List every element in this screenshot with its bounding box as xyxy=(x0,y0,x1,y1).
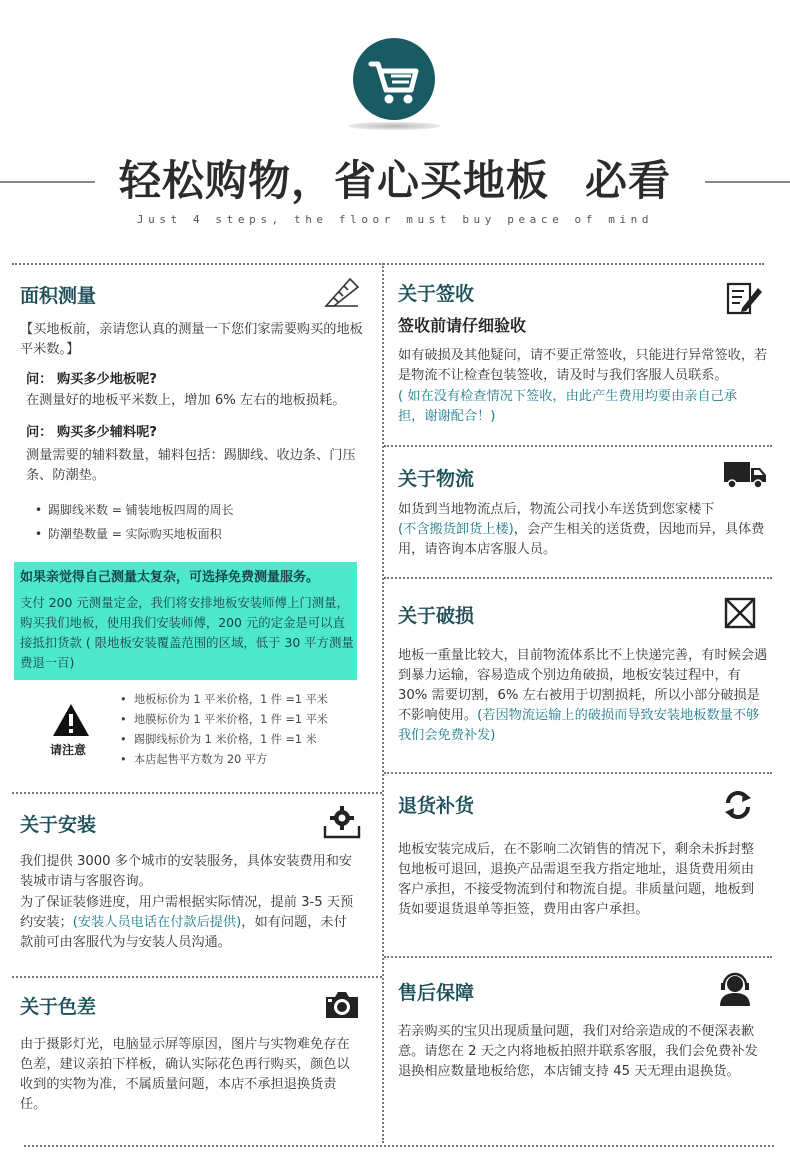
color-diff-body: 由于摄影灯光，电脑显示屏等原因，图片与实物难免存在色差，建议亲拍下样板，确认实际花色再行购买，颜色以收到的实物为准，不属质量问题，本店不承担退换货责任。 xyxy=(20,1037,350,1112)
caution-item: • 本店起售平方数为 20 平方 xyxy=(116,750,378,770)
ruler-triangle-icon xyxy=(322,275,362,311)
color-diff-title: 关于色差 xyxy=(20,996,97,1018)
after-sales-title: 售后保障 xyxy=(398,982,475,1004)
area-a2: 测量需要的辅料数量，辅料包括：踢脚线、收边条、门压条、防潮垫。 xyxy=(26,448,356,483)
returns-title: 退货补货 xyxy=(398,795,475,817)
divider-right-2 xyxy=(384,577,772,579)
shopping-cart-icon xyxy=(353,38,435,120)
caution-label: 请注意 xyxy=(50,743,87,757)
logistics-title: 关于物流 xyxy=(398,468,475,490)
refresh-icon xyxy=(722,787,754,823)
logistics-p1: 如货到当地物流点后，物流公司找小车送货到您家楼下 xyxy=(398,502,715,517)
sign-subtitle: 签收前请仔细验收 xyxy=(398,316,527,335)
worker-gear-icon xyxy=(322,804,362,840)
caution-item: • 地膜标价为 1 平米价格，1 件 =1 平米 xyxy=(116,710,378,730)
camera-icon xyxy=(322,987,362,1023)
area-intro: 【买地板前，亲请您认真的测量一下您们家需要购买的地板平米数。】 xyxy=(20,322,363,357)
install-p2 xyxy=(20,893,355,953)
divider-left-1 xyxy=(12,792,382,794)
truck-icon xyxy=(722,456,768,492)
cart-badge xyxy=(353,38,435,120)
page-title xyxy=(0,152,790,210)
broken-box-icon xyxy=(724,595,756,631)
returns-body: 地板安装完成后，在不影响二次销售的情况下，剩余未拆封整包地板可退回，退换产品需退至我方指定地址，退货费用须由客户承担，不接受物流到付和物流自提。非质量问题，地板到货如要退货退单等拒签，费用由客户承担。 xyxy=(398,842,755,917)
install-p2a: 为了保证装修进度，用户需根据实际情况，提前 3-5 天预约安装； xyxy=(20,895,354,930)
damage-body xyxy=(398,646,770,746)
free-measure-body: 支付 200 元测量定金，我们将安排地板安装师傅上门测量，购买我们地板，使用我们安装师傅，200 元的定金是可以直接抵扣货款 ( 限地板安装覆盖范围的区域，低于 30 平方测量费退一百) xyxy=(20,595,354,670)
sign-title: 关于签收 xyxy=(398,283,475,305)
install-title: 关于安装 xyxy=(20,814,97,836)
caution-item: • 地板标价为 1 平米价格，1 件 =1 平米 xyxy=(116,690,378,710)
install-p1: 我们提供 3000 多个城市的安装服务，具体安装费用和安装城市请与客服咨询。 xyxy=(20,854,353,889)
page-title-emphasis: 必看 xyxy=(585,156,672,205)
caution-list xyxy=(116,690,378,770)
damage-title: 关于破损 xyxy=(398,605,475,627)
customer-service-icon xyxy=(715,971,755,1007)
sign-document-icon xyxy=(724,280,764,316)
divider-right-1 xyxy=(384,445,772,447)
divider-right-4 xyxy=(384,956,772,958)
caution-item: • 踢脚线标价为 1 米价格，1 件 =1 米 xyxy=(116,730,378,750)
sign-note: ( 如在没有检查情况下签收，由此产生费用均要由亲自己承担，谢谢配合！) xyxy=(398,389,738,424)
divider-bottom xyxy=(24,1145,774,1147)
area-bullet-1: • 踢脚线米数 = 铺装地板四周的周长 xyxy=(30,500,360,520)
logistics-p2: (不含搬货卸货上楼) xyxy=(398,522,514,537)
after-sales-body: 若亲购买的宝贝出现质量问题，我们对给亲造成的不便深表歉意。请您在 2 天之内将地板拍照并联系客服，我们会免费补发退换相应数量地板给您，本店铺支持 45 天无理由退换货。 xyxy=(398,1024,758,1079)
sign-body: 如有破损及其他疑问，请不要正常签收，只能进行异常签收，若是物流不让检查包装签收，请及时与我们客服人员联系。 xyxy=(398,348,768,383)
area-a1: 在测量好的地板平米数上，增加 6% 左右的地板损耗。 xyxy=(26,393,346,408)
divider-top xyxy=(12,263,764,265)
area-bullets xyxy=(30,500,360,544)
install-p2b: (安装人员电话在付款后提供) xyxy=(72,915,242,930)
divider-left-2 xyxy=(12,976,382,978)
logistics-body xyxy=(398,500,770,560)
page-subtitle: Just 4 steps, the floor must buy peace of mind xyxy=(136,213,654,226)
area-bullet-2: • 防潮垫数量 = 实际购买地板面积 xyxy=(30,524,360,544)
install-p2c: ，如有问题，未付款前可由客服代为与安装人员沟通。 xyxy=(20,915,347,950)
page-title-main: 轻松购物，省心买地板 xyxy=(118,156,549,205)
warning-icon xyxy=(51,702,91,738)
damage-note: (若因物流运输上的破损而导致安装地板数量不够我们会免费补发) xyxy=(398,708,760,743)
area-q2: 问： 购买多少辅料呢? xyxy=(26,425,157,440)
free-measure-headline: 如果亲觉得自己测量太复杂，可选择免费测量服务。 xyxy=(20,570,320,585)
cart-shadow xyxy=(348,122,440,130)
area-title: 面积测量 xyxy=(20,285,97,307)
logistics-p3: ，会产生相关的送货费，因地而异，具体费用，请咨询本店客服人员。 xyxy=(398,522,765,557)
damage-text: 地板一重量比较大，目前物流体系比不上快递完善，有时候会遇到暴力运输，容易造成个别边角破损，地板安装过程中，有 30% 需要切割，6% 左右被用于切割损耗，所以小部分破损是不影响使用。 xyxy=(398,648,768,723)
area-q1: 问： 购买多少地板呢? xyxy=(26,372,157,387)
divider-right-3 xyxy=(384,772,772,774)
divider-center xyxy=(382,263,384,1143)
